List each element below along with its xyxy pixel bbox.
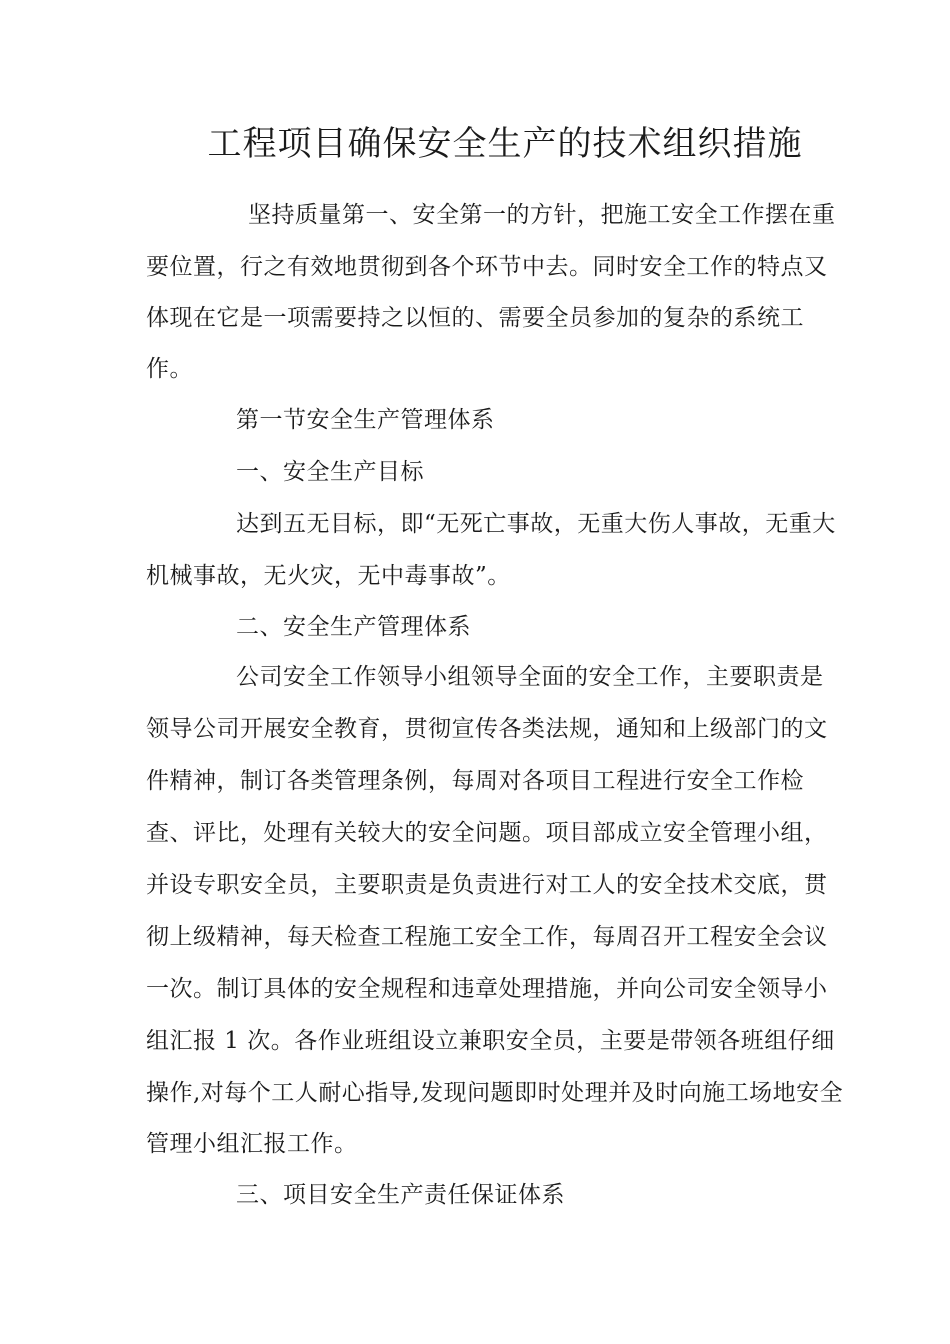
paragraph-line: 件精神，制订各类管理条例，每周对各项目工程进行安全工作检: [146, 768, 804, 794]
paragraph-line: 组汇报 1 次。各作业班组设立兼职安全员，主要是带领各班组仔细: [146, 1028, 835, 1054]
paragraph-line: 公司安全工作领导小组领导全面的安全工作，主要职责是: [236, 664, 824, 690]
paragraph-line: 查、评比，处理有关较大的安全问题。项目部成立安全管理小组，: [146, 820, 828, 846]
paragraph-line: 并设专职安全员，主要职责是负责进行对工人的安全技术交底，贯: [146, 872, 828, 898]
paragraph-line: 坚持质量第一、安全第一的方针，把施工安全工作摆在重: [248, 202, 836, 228]
paragraph-line: 彻上级精神，每天检查工程施工安全工作，每周召开工程安全会议: [146, 924, 828, 950]
paragraph-line: 作。: [146, 356, 193, 382]
paragraph-line: 操作,对每个工人耐心指导,发现问题即时处理并及时向施工场地安全: [146, 1080, 844, 1106]
paragraph-line: 要位置，行之有效地贯彻到各个环节中去。同时安全工作的特点又: [146, 254, 828, 280]
section-heading: 第一节安全生产管理体系: [236, 407, 495, 433]
subsection-heading: 二、安全生产管理体系: [236, 614, 471, 640]
paragraph-line: 管理小组汇报工作。: [146, 1131, 358, 1157]
paragraph-line: 体现在它是一项需要持之以恒的、需要全员参加的复杂的系统工: [146, 305, 804, 331]
subsection-heading: 一、安全生产目标: [236, 459, 424, 485]
paragraph-line: 一次。制订具体的安全规程和违章处理措施，并向公司安全领导小: [146, 976, 828, 1002]
document-title: 工程项目确保安全生产的技术组织措施: [207, 124, 803, 164]
subsection-heading: 三、项目安全生产责任保证体系: [236, 1182, 565, 1208]
paragraph-line: 领导公司开展安全教育，贯彻宣传各类法规，通知和上级部门的文: [146, 716, 828, 742]
paragraph-line: 达到五无目标，即“无死亡事故，无重大伤人事故，无重大: [236, 511, 836, 537]
paragraph-line: 机械事故，无火灾，无中毒事故”。: [146, 563, 511, 589]
